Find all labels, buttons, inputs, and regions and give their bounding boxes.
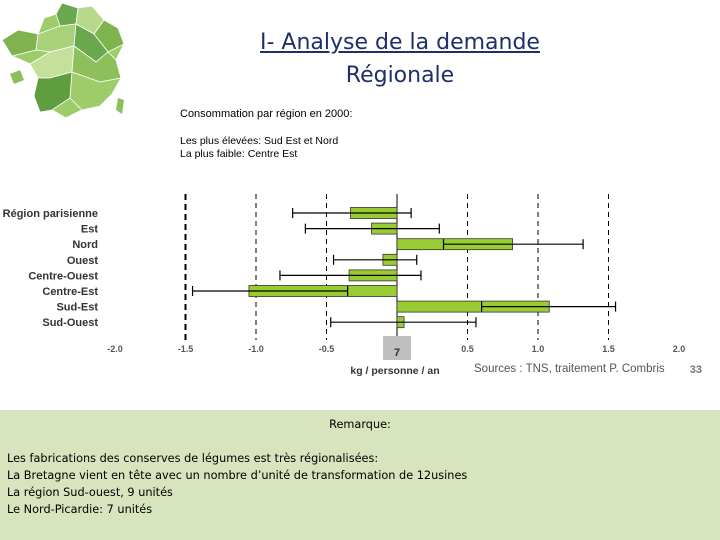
x-tick-label: 7 [393, 347, 401, 359]
category-label: Centre-Ouest [28, 270, 98, 283]
remark-line: La Bretagne vient en tête avec un nombre d’unité de transformation de 12usines [7, 469, 468, 482]
title-line-1: I- Analyse de la demande [260, 30, 540, 55]
remark-lines [7, 450, 467, 518]
slide-title [200, 26, 600, 92]
x-tick-label: 1.0 [531, 344, 545, 354]
note-highest: Les plus élevées: Sud Est et Nord [180, 135, 339, 147]
x-tick-label: 0.5 [461, 344, 474, 354]
category-label: Sud-Est [56, 301, 98, 314]
category-label: Centre-Est [42, 286, 98, 298]
x-tick-label: 1.5 [602, 344, 615, 354]
remark-line: Le Nord-Picardie: 7 unités [7, 503, 153, 516]
category-label: Est [80, 223, 98, 236]
source-note: Sources : TNS, traitement P. Combris [474, 363, 665, 375]
title-line-2: Régionale [345, 63, 455, 88]
x-tick-label: 2.0 [672, 344, 686, 354]
category-label: Sud-Ouest [42, 317, 98, 330]
chart-notes [180, 108, 352, 161]
france-map-image [0, 0, 130, 125]
consumption-chart [0, 190, 720, 395]
category-label: Région parisienne [2, 208, 98, 220]
note-lowest: La plus faible: Centre Est [180, 148, 298, 160]
remark-box [0, 410, 720, 540]
x-tick-label: -1.5 [177, 344, 194, 354]
category-label: Nord [72, 239, 98, 252]
remark-title: Remarque: [329, 418, 391, 431]
x-axis-label: kg / personne / an [350, 365, 440, 377]
category-label: Ouest [66, 254, 98, 267]
remark-line: La région Sud-ouest, 9 unités [7, 486, 173, 499]
remark-line: Les fabrications des conserves de légumes est très régionalisées: [7, 452, 379, 465]
chart-subtitle: Consommation par région en 2000: [180, 108, 353, 120]
x-tick-label: -1.0 [248, 344, 264, 354]
x-tick-label: -0.5 [318, 344, 335, 354]
x-tick-label: -2.0 [107, 344, 123, 354]
page-number: 33 [689, 364, 702, 376]
